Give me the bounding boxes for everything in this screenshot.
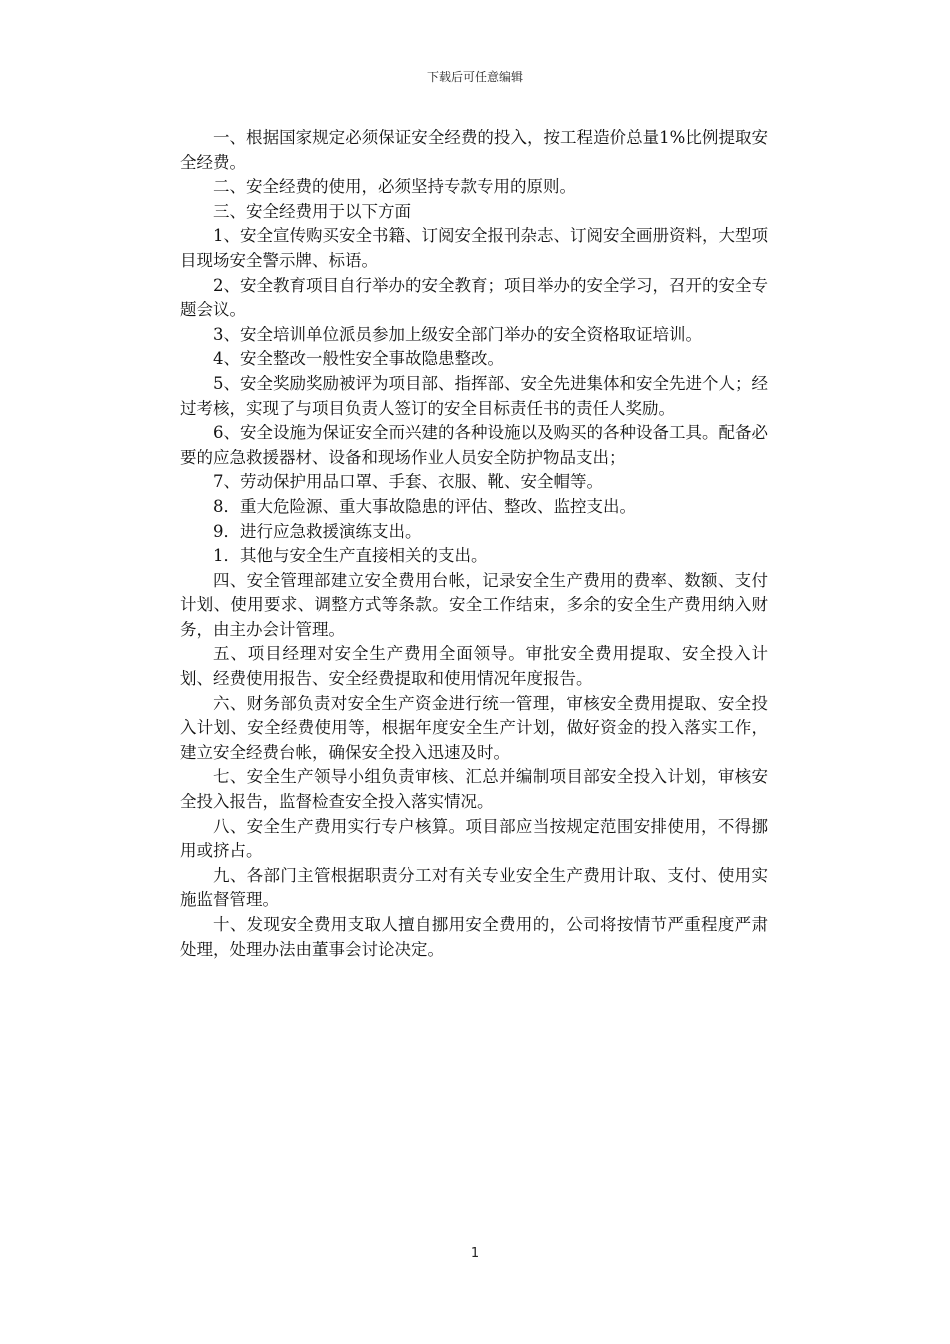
paragraph-15: 五、项目经理对安全生产费用全面领导。审批安全费用提取、安全投入计划、经费使用报告、安全经费提取和使用情况年度报告。: [180, 644, 768, 689]
paragraph-12: 9．进行应急救援演练支出。: [213, 521, 422, 541]
paragraph-3: 三、安全经费用于以下方面: [213, 201, 411, 221]
paragraph-13: 1．其他与安全生产直接相关的支出。: [213, 546, 488, 566]
paragraph-11: 8．重大危险源、重大事故隐患的评估、整改、监控支出。: [213, 496, 636, 516]
paragraph-16: 六、财务部负责对安全生产资金进行统一管理，审核安全费用提取、安全投入计划、安全经费使用等，根据年度安全生产计划，做好资金的投入落实工作，建立安全经费台帐，确保安全投入迅速及时。: [180, 693, 768, 762]
paragraph-5: 2、安全教育项目自行举办的安全教育；项目举办的安全学习，召开的安全专题会议。: [180, 275, 768, 320]
page-number: 1: [470, 1246, 480, 1261]
paragraph-19: 九、各部门主管根据职责分工对有关专业安全生产费用计取、支付、使用实施监督管理。: [180, 865, 768, 910]
paragraph-14: 四、安全管理部建立安全费用台帐，记录安全生产费用的费率、数额、支付计划、使用要求、调整方式等条款。安全工作结束，多余的安全生产费用纳入财务，由主办会计管理。: [180, 570, 768, 639]
paragraph-4: 1、安全宣传购买安全书籍、订阅安全报刊杂志、订阅安全画册资料，大型项目现场安全警示牌、标语。: [180, 226, 768, 270]
document-body: [180, 126, 768, 962]
paragraph-6: 3、安全培训单位派员参加上级安全部门举办的安全资格取证培训。: [213, 324, 702, 344]
paragraph-7: 4、安全整改一般性安全事故隐患整改。: [213, 349, 504, 369]
paragraph-8: 5、安全奖励奖励被评为项目部、指挥部、安全先进集体和安全先进个人；经过考核，实现了与项目负责人签订的安全目标责任书的责任人奖励。: [180, 373, 768, 418]
paragraph-2: 二、安全经费的使用，必须坚持专款专用的原则。: [213, 177, 576, 197]
paragraph-18: 八、安全生产费用实行专户核算。项目部应当按规定范围安排使用，不得挪用或挤占。: [180, 816, 768, 861]
page-header: 下载后可任意编辑: [426, 70, 523, 84]
paragraph-20: 十、发现安全费用支取人擅自挪用安全费用的，公司将按情节严重程度严肃处理，处理办法由董事会讨论决定。: [180, 915, 768, 959]
paragraph-9: 6、安全设施为保证安全而兴建的各种设施以及购买的各种设备工具。配备必要的应急救援器材、设备和现场作业人员安全防护物品支出；: [180, 423, 768, 467]
paragraph-10: 7、劳动保护用品口罩、手套、衣服、靴、安全帽等。: [213, 472, 603, 492]
paragraph-17: 七、安全生产领导小组负责审核、汇总并编制项目部安全投入计划，审核安全投入报告，监督检查安全投入落实情况。: [180, 767, 768, 812]
paragraph-1: 一、根据国家规定必须保证安全经费的投入，按工程造价总量1%比例提取安全经费。: [180, 128, 768, 172]
